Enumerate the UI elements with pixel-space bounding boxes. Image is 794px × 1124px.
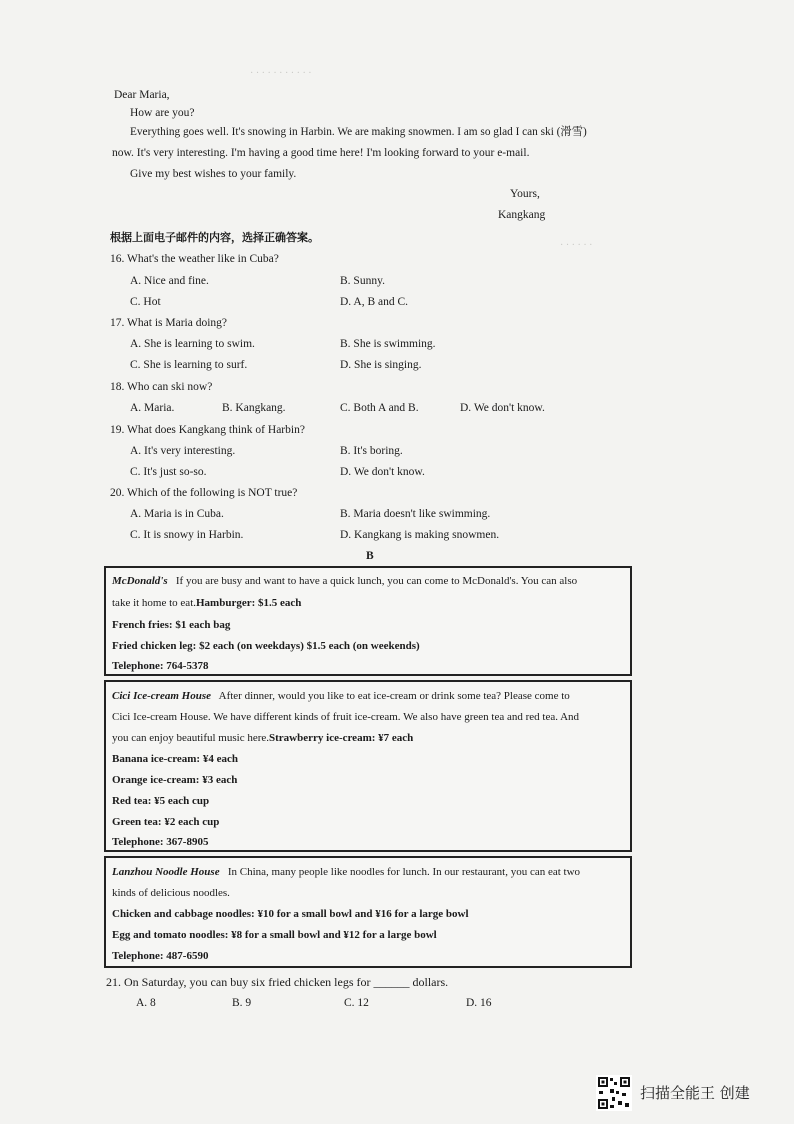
ad-telephone: Telephone: 487-6590: [112, 950, 209, 962]
menu-item: Chicken and cabbage noodles: ¥10 for a small bowl and ¥16 for a large bowl: [112, 908, 469, 920]
option-d[interactable]: D. A, B and C.: [340, 296, 409, 308]
ad-lanzhou-noodle: [104, 856, 632, 968]
bleed-through-text: · · · · · · · · · · ·: [250, 68, 312, 79]
ad-telephone: Telephone: 367-8905: [112, 836, 209, 848]
section-instruction: 根据上面电子邮件的内容，选择正确答案。: [110, 231, 319, 244]
ad-intro: In China, many people like noodles for lunch. In our restaurant, you can eat two: [227, 866, 581, 878]
ad-intro: take it home to eat.: [112, 597, 196, 609]
ad-intro: you can enjoy beautiful music here.: [112, 732, 270, 744]
ad-cici-ice-cream: [104, 680, 632, 852]
question-stem: 16. What's the weather like in Cuba?: [110, 253, 279, 265]
question-stem: 18. Who can ski now?: [110, 381, 213, 393]
menu-item: French fries: $1 each bag: [112, 619, 231, 631]
ad-intro: kinds of delicious noodles.: [112, 887, 230, 899]
menu-item: Hamburger: $1.5 each: [196, 597, 302, 609]
option-a[interactable]: A. Maria is in Cuba.: [130, 508, 224, 520]
option-c[interactable]: C. It is snowy in Harbin.: [130, 529, 244, 541]
question-stem: 17. What is Maria doing?: [110, 317, 227, 329]
option-a[interactable]: A. Maria.: [130, 402, 175, 414]
option-c[interactable]: C. Both A and B.: [340, 402, 419, 414]
option-b[interactable]: B. Kangkang.: [222, 402, 286, 414]
qr-code-icon: [596, 1075, 632, 1111]
option-c[interactable]: C. It's just so-so.: [130, 466, 207, 478]
option-b[interactable]: B. Sunny.: [340, 275, 385, 287]
section-label: B: [366, 550, 374, 562]
menu-item: Red tea: ¥5 each cup: [112, 795, 210, 807]
menu-item: Green tea: ¥2 each cup: [112, 816, 220, 828]
ad-name: Cici Ice-cream House: [112, 690, 211, 702]
letter-line: Give my best wishes to your family.: [130, 168, 297, 180]
ad-intro: If you are busy and want to have a quick lunch, you can come to McDonald's. You can also: [175, 575, 578, 587]
letter-line: Everything goes well. It's snowing in Harbin. We are making snowmen. I am so glad I can ski (滑雪): [130, 126, 587, 138]
option-a[interactable]: A. 8: [136, 997, 156, 1009]
option-a[interactable]: A. Nice and fine.: [130, 275, 209, 287]
letter-line: now. It's very interesting. I'm having a good time here! I'm looking forward to your e-mail.: [112, 147, 530, 159]
bleed-through-text: · · · · · ·: [560, 240, 593, 251]
option-b[interactable]: B. She is swimming.: [340, 338, 436, 350]
option-a[interactable]: A. She is learning to swim.: [130, 338, 255, 350]
question-stem: 20. Which of the following is NOT true?: [110, 487, 298, 499]
menu-item: Fried chicken leg: $2 each (on weekdays) $1.5 each (on weekends): [112, 640, 420, 652]
menu-item: Egg and tomato noodles: ¥8 for a small bowl and ¥12 for a large bowl: [112, 929, 437, 941]
ad-intro: Cici Ice-cream House. We have different kinds of fruit ice-cream. We also have green tea and red tea. And: [112, 711, 580, 723]
option-a[interactable]: A. It's very interesting.: [130, 445, 236, 457]
letter-closing: Yours,: [510, 188, 540, 200]
option-d[interactable]: D. 16: [466, 997, 492, 1009]
question-stem: 21. On Saturday, you can buy six fried chicken legs for ______ dollars.: [106, 975, 449, 989]
ad-mcdonalds: [104, 566, 632, 676]
menu-item: Banana ice-cream: ¥4 each: [112, 753, 238, 765]
ad-intro: After dinner, would you like to eat ice-cream or drink some tea? Please come to: [218, 690, 570, 702]
option-b[interactable]: B. 9: [232, 997, 252, 1009]
menu-item: Strawberry ice-cream: ¥7 each: [269, 732, 414, 744]
option-d[interactable]: D. She is singing.: [340, 359, 422, 371]
ad-name: Lanzhou Noodle House: [112, 866, 220, 878]
ad-telephone: Telephone: 764-5378: [112, 660, 209, 672]
option-b[interactable]: B. Maria doesn't like swimming.: [340, 508, 491, 520]
letter-signature: Kangkang: [498, 209, 546, 221]
option-c[interactable]: C. She is learning to surf.: [130, 359, 248, 371]
ad-name: McDonald's: [112, 575, 168, 587]
option-d[interactable]: D. We don't know.: [340, 466, 425, 478]
option-c[interactable]: C. Hot: [130, 296, 161, 308]
question-stem: 19. What does Kangkang think of Harbin?: [110, 424, 305, 436]
option-d[interactable]: D. Kangkang is making snowmen.: [340, 529, 500, 541]
option-b[interactable]: B. It's boring.: [340, 445, 403, 457]
option-d[interactable]: D. We don't know.: [460, 402, 545, 414]
scanner-watermark: 扫描全能王 创建: [640, 1084, 750, 1102]
menu-item: Orange ice-cream: ¥3 each: [112, 774, 238, 786]
option-c[interactable]: C. 12: [344, 997, 369, 1009]
letter-greeting: Dear Maria,: [114, 89, 170, 101]
letter-line: How are you?: [130, 107, 195, 119]
